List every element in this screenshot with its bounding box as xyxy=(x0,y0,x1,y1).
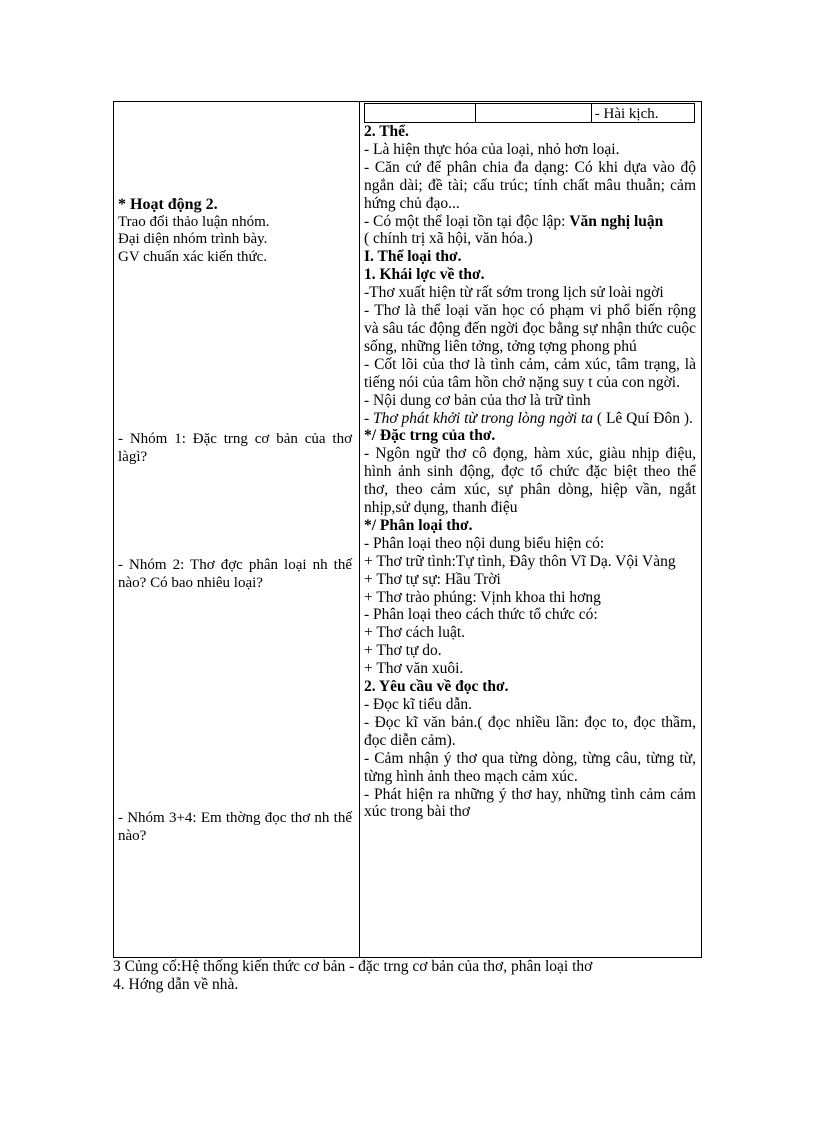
footer-text xyxy=(113,958,702,994)
activity-line-1: Trao đổi thảo luận nhóm. xyxy=(118,213,270,230)
overview-para-3: - Cốt lõi của thơ là tình cảm, cảm xúc, tâm trạng, là tiếng nói của tâm hồn chở nặng suy t của con ngời. xyxy=(364,355,696,391)
features-heading: */ Đặc trng của thơ. xyxy=(364,427,496,445)
overview-para-4: - Nội dung cơ bản của thơ là trữ tình xyxy=(364,391,591,409)
group-34-question: - Nhóm 3+4: Em thờng đọc thơ nh thế nào? xyxy=(118,810,352,844)
activity-block xyxy=(118,196,352,266)
right-column xyxy=(364,123,696,821)
activity-line-3: GV chuẩn xác kiến thức. xyxy=(118,248,268,265)
group-2-question: - Nhóm 2: Thơ đợc phân loại nh thế nào? Có bao nhiêu loại? xyxy=(118,557,352,591)
requirement-1: - Đọc kĩ tiểu dẫn. xyxy=(364,696,473,713)
overview-para-2: - Thơ là thể loại văn học có phạm vi phổ biến rộng và sâu tác động đến ngời đọc bằng sự nhận thức cuộc sống, những liên tởng, tởng tợng phong phú xyxy=(364,302,696,355)
classification-heading: */ Phân loại thơ. xyxy=(364,516,473,534)
requirement-3: - Cảm nhận ý thơ qua từng dòng, từng câu, từng từ, từng hình ảnh theo mạch cảm xúc. xyxy=(364,749,696,785)
section-the-heading: 2. Thể. xyxy=(364,123,409,140)
the-line-3 xyxy=(364,213,696,231)
quote-italic: - Thơ phát khởi từ trong lòng ngời ta xyxy=(364,409,594,427)
classification-line-2: + Thơ trữ tình:Tự tình, Đây thôn Vĩ Dạ. Vội Vàng xyxy=(364,552,676,570)
subsection-1-heading: 1. Khái lợc về thơ. xyxy=(364,266,485,284)
classification-line-8: + Thơ văn xuôi. xyxy=(364,660,464,678)
requirement-2: - Đọc kĩ văn bản.( đọc nhiều lần: đọc to, đọc thầm, đọc diễn cảm). xyxy=(364,713,696,749)
section-1-heading: I. Thể loại thơ. xyxy=(364,248,462,266)
footer-consolidation: 3 Củng cố:Hệ thống kiến thức cơ bản - đặc trng cơ bản của thơ, phân loại thơ xyxy=(113,958,593,975)
the-line-3-prefix: - Có một thể loại tồn tại độc lập: xyxy=(364,212,570,230)
classification-line-4: + Thơ trào phúng: Vịnh khoa thi hơng xyxy=(364,588,601,606)
activity-title: * Hoạt động 2. xyxy=(118,196,218,213)
overview-para-1: -Thơ xuất hiện từ rất sớm trong lịch sử loài ngời xyxy=(364,284,664,302)
inner-cell-3-text: - Hài kịch. xyxy=(594,106,659,122)
inner-table-row xyxy=(364,103,695,123)
quote-source: ( Lê Quí Đôn ). xyxy=(593,409,693,427)
the-line-4: ( chính trị xã hội, văn hóa.) xyxy=(364,230,533,248)
classification-line-3: + Thơ tự sự: Hầu Trời xyxy=(364,570,501,588)
classification-line-1: - Phân loại theo nội dung biểu hiện có: xyxy=(364,534,605,552)
classification-line-7: + Thơ tự do. xyxy=(364,642,442,660)
overview-para-5 xyxy=(364,410,696,428)
column-divider xyxy=(359,102,360,957)
the-line-3-bold: Văn nghị luận xyxy=(569,212,664,230)
footer-homework: 4. Hớng dẫn về nhà. xyxy=(113,976,239,993)
inner-cell-3 xyxy=(591,104,694,122)
features-para: - Ngôn ngữ thơ cô đọng, hàm xúc, giàu nhịp điệu, hình ảnh sinh động, đợc tổ chức đặc biệt theo thể thơ, theo cảm xúc, sự phân dòng, hiệp vần, ngắt nhịp,sử dụng, thanh điệu xyxy=(364,445,696,517)
classification-line-5: - Phân loại theo cách thức tổ chức có: xyxy=(364,606,598,624)
the-line-2: - Căn cứ để phân chia đa dạng: Có khi dựa vào độ ngắn dài; đề tài; cấu trúc; tính chất mâu thuẫn; cảm hứng chủ đạo... xyxy=(364,158,696,212)
group-1-question: - Nhóm 1: Đặc trng cơ bản của thơ làgì? xyxy=(118,431,352,465)
inner-cell-2 xyxy=(475,104,592,122)
classification-line-6: + Thơ cách luật. xyxy=(364,624,466,642)
subsection-2-heading: 2. Yêu cầu về đọc thơ. xyxy=(364,678,509,696)
inner-cell-1 xyxy=(365,104,476,122)
activity-line-2: Đại diện nhóm trình bày. xyxy=(118,231,268,247)
requirement-4: - Phát hiện ra những ý thơ hay, những tình cảm cảm xúc trong bài thơ xyxy=(364,785,696,821)
the-line-1: - Là hiện thực hóa của loại, nhỏ hơn loại. xyxy=(364,140,620,158)
